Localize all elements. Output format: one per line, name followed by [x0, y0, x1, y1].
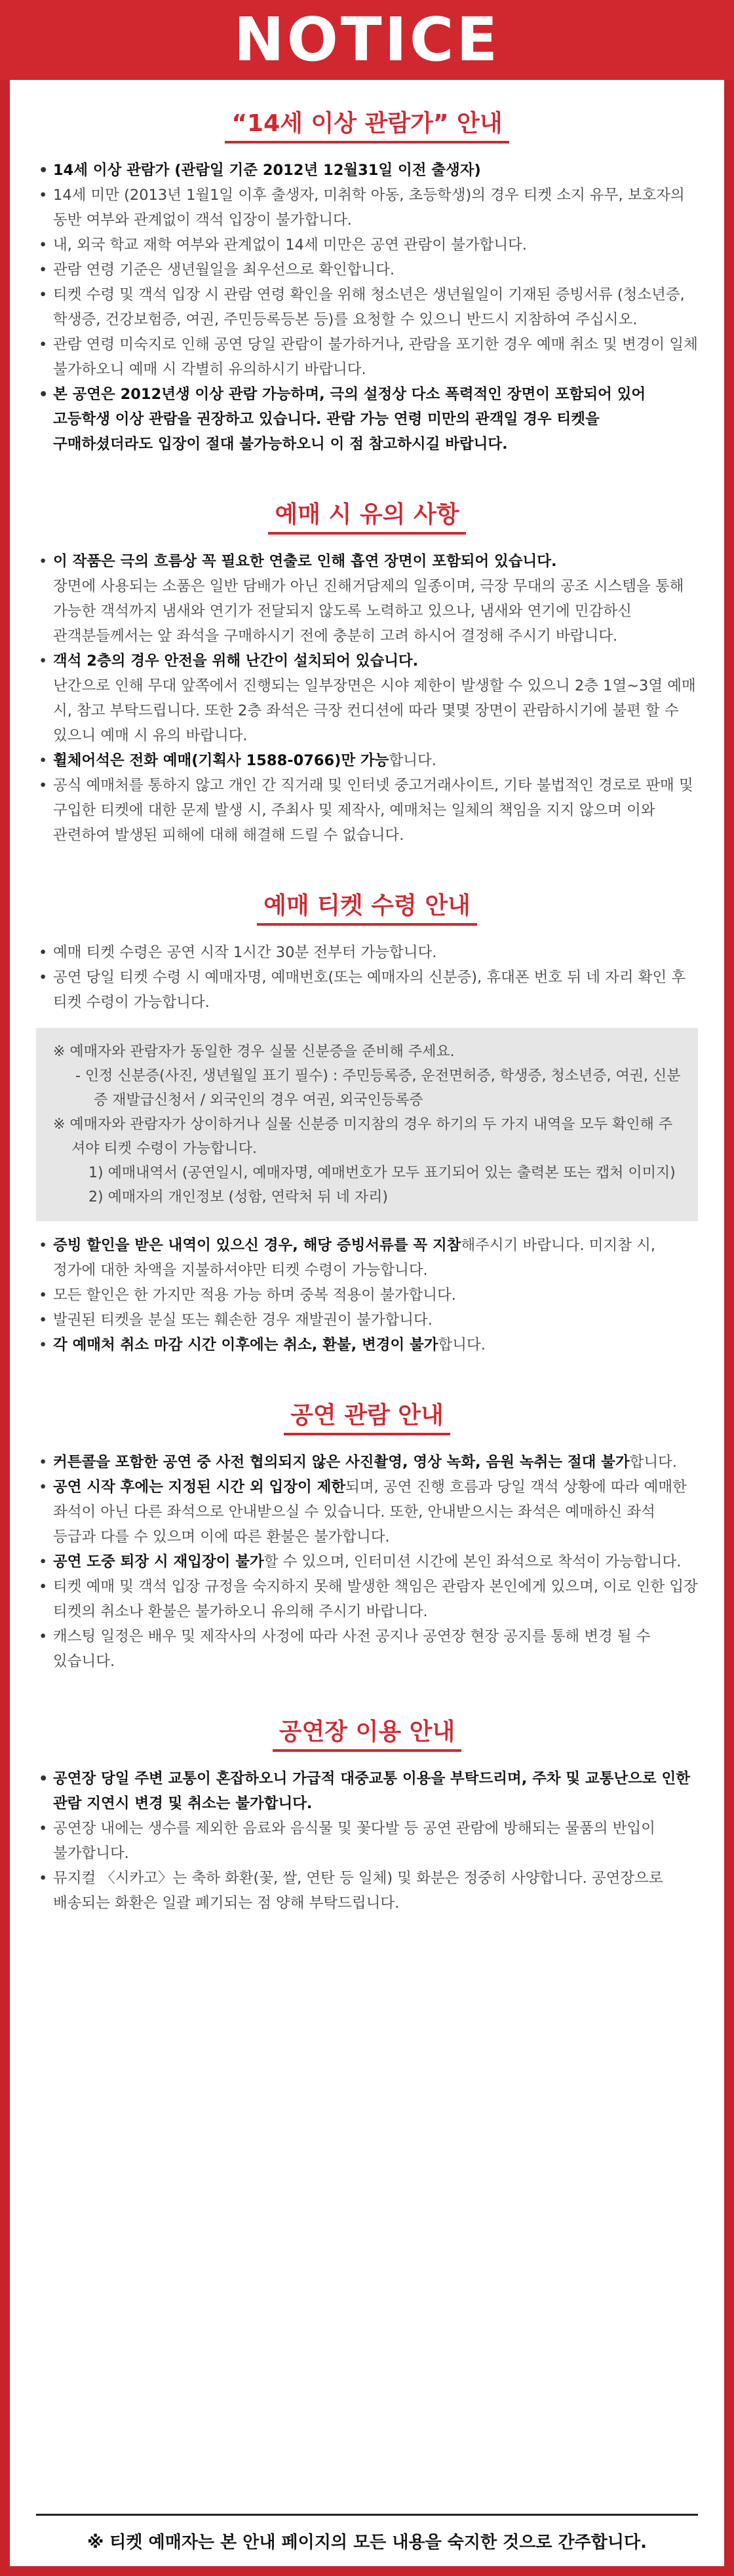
list-item: • 모든 할인은 한 가지만 적용 가능 하며 중복 적용이 불가합니다.	[36, 1283, 698, 1308]
list-item: • 공식 예매처를 통하지 않고 개인 간 직거래 및 인터넷 중고거래사이트, 기타 불법적인 경로로 판매 및 구입한 티켓에 대한 문제 발생 시, 주최사 및 제작사, 예매처는 일체의 책임을 지지 않으며 이와 관련하여 발생된 피해에 대해 해결해 드릴 수 없습니다.	[36, 773, 698, 848]
list-item: • 캐스팅 일정은 배우 및 제작사의 사정에 따라 사전 공지나 공연장 현장 공지를 통해 변경 될 수 있습니다.	[36, 1624, 698, 1674]
note-line: ※ 예매자와 관람자가 상이하거나 실물 신분증 미지참의 경우 하기의 두 가지 내역을 모두 확인해 주셔야 티켓 수령이 가능합니다.	[53, 1116, 673, 1157]
list-item: • 발권된 티켓을 분실 또는 훼손한 경우 재발권이 불가합니다.	[36, 1308, 698, 1333]
section-title: 공연 관람 안내	[36, 1397, 698, 1435]
list-item: • 이 작품은 극의 흐름상 꼭 필요한 연출로 인해 흡연 장면이 포함되어 있습니다. 장면에 사용되는 소품은 일반 담배가 아닌 진해거담제의 일종이며, 극장 무대의 공조 시스템을 통해 가능한 객석까지 냄새와 연기가 전달되지 않도록 노력하고 있으나, 냄새와 연기에 민감하신 관객분들께서는 앞 좌석을 구매하시기 전에 충분히 고려 하시어 결정해 주시기 바랍니다.	[36, 549, 698, 649]
list-item: • 증빙 할인을 받은 내역이 있으신 경우, 해당 증빙서류를 꼭 지참해주시기 바랍니다. 미지참 시, 정가에 대한 차액을 지불하셔야만 티켓 수령이 가능합니다.	[36, 1233, 698, 1283]
note-line: 2) 예매자의 개인정보 (성함, 연락처 뒤 네 자리)	[88, 1189, 388, 1205]
list-item: • 14세 미만 (2013년 1월1일 이후 출생자, 미취학 아동, 초등학생)의 경우 티켓 소지 유무, 보호자의 동반 여부와 관계없이 객석 입장이 불가합니다.	[36, 183, 698, 233]
list-item: • 내, 외국 학교 재학 여부와 관계없이 14세 미만은 공연 관람이 불가합니다.	[36, 233, 698, 257]
section-venue	[36, 1674, 698, 1916]
bullet-list	[36, 549, 698, 848]
bullet-list	[36, 940, 698, 1015]
list-item: • 커튼콜을 포함한 공연 중 사전 협의되지 않은 사진촬영, 영상 녹화, 음원 녹취는 절대 불가합니다.	[36, 1450, 698, 1475]
section-title: “14세 이상 관람가” 안내	[36, 105, 698, 143]
list-item: • 휠체어석은 전화 예매(기획사 1588-0766)만 가능합니다.	[36, 748, 698, 773]
bullet-list	[36, 1450, 698, 1674]
section-ticket	[36, 848, 698, 1357]
list-item: • 14세 이상 관람가 (관람일 기준 2012년 12월31일 이전 출생자)	[36, 158, 698, 183]
list-item: • 객석 2층의 경우 안전을 위해 난간이 설치되어 있습니다. 난간으로 인해 무대 앞쪽에서 진행되는 일부장면은 시야 제한이 발생할 수 있으니 2층 1열~3열 예매 시, 참고 부탁드립니다. 또한 2층 좌석은 극장 컨디션에 따라 몇몇 장면이 관람하시기에 불편 할 수 있으니 예매 시 유의 바랍니다.	[36, 649, 698, 748]
bullet-list	[36, 1233, 698, 1357]
list-item: • 예매 티켓 수령은 공연 시작 1시간 30분 전부터 가능합니다.	[36, 940, 698, 965]
list-item: • 공연 도중 퇴장 시 재입장이 불가할 수 있으며, 인터미션 시간에 본인 좌석으로 착석이 가능합니다.	[36, 1549, 698, 1574]
note-line: ※ 예매자와 관람자가 동일한 경우 실물 신분증을 준비해 주세요.	[53, 1044, 455, 1060]
list-item: • 공연 당일 티켓 수령 시 예매자명, 예매번호(또는 예매자의 신분증), 휴대폰 번호 뒤 네 자리 확인 후 티켓 수령이 가능합니다.	[36, 965, 698, 1015]
notice-banner	[0, 0, 734, 80]
section-age	[36, 80, 698, 457]
list-item: • 뮤지컬 〈시카고〉는 축하 화환(꽃, 쌀, 연탄 등 일체) 및 화분은 정중히 사양합니다. 공연장으로 배송되는 화환은 일괄 폐기되는 점 양해 부탁드립니다.	[36, 1866, 698, 1916]
list-item: • 공연 시작 후에는 지정된 시간 외 입장이 제한되며, 공연 진행 흐름과 당일 객석 상황에 따라 예매한 좌석이 아닌 다른 좌석으로 안내받으실 수 있습니다. 또한, 안내받으시는 좌석은 예매하신 좌석 등급과 다를 수 있으며 이에 따른 환불은 불가합니다.	[36, 1475, 698, 1549]
section-title: 예매 시 유의 사항	[36, 496, 698, 535]
notice-panel	[10, 80, 724, 2566]
section-title: 예매 티켓 수령 안내	[36, 887, 698, 926]
section-title: 공연장 이용 안내	[36, 1713, 698, 1752]
section-booking	[36, 457, 698, 848]
list-item: • 각 예매처 취소 마감 시간 이후에는 취소, 환불, 변경이 불가합니다.	[36, 1333, 698, 1357]
list-item: • 본 공연은 2012년생 이상 관람 가능하며, 극의 설정상 다소 폭력적인 장면이 포함되어 있어 고등학생 이상 관람을 권장하고 있습니다. 관람 가능 연령 미만의 관객일 경우 티켓을 구매하셨더라도 입장이 절대 불가능하오니 이 점 참고하시길 바랍니다.	[36, 382, 698, 457]
bullet-list	[36, 1766, 698, 1916]
footer-note: ※ 티켓 예매자는 본 안내 페이지의 모든 내용을 숙지한 것으로 간주합니다.	[36, 2514, 698, 2553]
list-item: • 티켓 수령 및 객석 입장 시 관람 연령 확인을 위해 청소년은 생년월일이 기재된 증빙서류 (청소년증, 학생증, 건강보험증, 여권, 주민등록등본 등)를 요청할 수 있으니 반드시 지참하여 주십시오.	[36, 282, 698, 332]
list-item: • 공연장 당일 주변 교통이 혼잡하오니 가급적 대중교통 이용을 부탁드리며, 주차 및 교통난으로 인한 관람 지연시 변경 및 취소는 불가합니다.	[36, 1766, 698, 1816]
note-line: - 인정 신분증(사진, 생년월일 표기 필수) : 주민등록증, 운전면허증, 학생증, 청소년증, 여권, 신분증 재발급신청서 / 외국인의 경우 여권, 외국인등록증	[75, 1068, 681, 1108]
list-item: • 관람 연령 미숙지로 인해 공연 당일 관람이 불가하거나, 관람을 포기한 경우 예매 취소 및 변경이 일체 불가하오니 예매 시 각별히 유의하시기 바랍니다.	[36, 332, 698, 382]
list-item: • 공연장 내에는 생수를 제외한 음료와 음식물 및 꽃다발 등 공연 관람에 방해되는 물품의 반입이 불가합니다.	[36, 1816, 698, 1866]
banner-title: NOTICE	[233, 5, 501, 75]
section-show	[36, 1357, 698, 1674]
note-line: 1) 예매내역서 (공연일시, 예매자명, 예매번호가 모두 표기되어 있는 출력본 또는 캡처 이미지)	[88, 1165, 676, 1181]
bullet-list	[36, 158, 698, 457]
list-item: • 티켓 예매 및 객석 입장 규정을 숙지하지 못해 발생한 책임은 관람자 본인에게 있으며, 이로 인한 입장 티켓의 취소나 환불은 불가하오니 유의해 주시기 바랍니다.	[36, 1574, 698, 1624]
id-requirement-box	[36, 1028, 698, 1221]
list-item: • 관람 연령 기준은 생년월일을 최우선으로 확인합니다.	[36, 257, 698, 282]
